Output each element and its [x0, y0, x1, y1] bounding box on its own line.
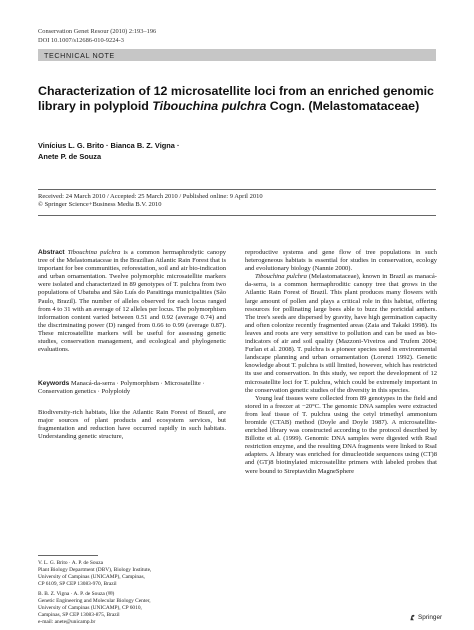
section-label: TECHNICAL NOTE: [44, 51, 115, 60]
article-title: [38, 84, 438, 114]
abstract-species: Tibouchina pulchra: [67, 249, 121, 256]
article-history: Received: 24 March 2010 / Accepted: 25 March 2010 / Published online: 9 April 2010: [38, 193, 263, 200]
publisher-name: Springer: [418, 614, 443, 621]
divider-bottom: [38, 215, 436, 216]
affiliation-2: [38, 591, 151, 626]
title-species: Tibouchina pulchra: [152, 99, 267, 114]
title-part1: Characterization of 12 microsatellite loci from an enriched genomic library in polyploid: [38, 84, 434, 114]
journal-citation: Conservation Genet Resour (2010) 2:193–196: [38, 28, 157, 35]
affiliation-2-line: Genetic Engineering and Molecular Biology Center,: [38, 598, 151, 604]
keywords-text: Manacá-da-serra · Polymorphism · Microsatellite · Conservation genetics · Polyploidy: [38, 380, 205, 396]
affiliation-2-line: University of Campinas (UNICAMP), CP 6010,: [38, 605, 142, 611]
journal-header: [38, 28, 156, 45]
publisher-logo: [409, 614, 442, 621]
affiliation-2-line: Campinas, SP CEP 13083-875, Brazil: [38, 612, 120, 618]
body-paragraph-3: Young leaf tissues were collected from 89 genotypes in the field and stored in a freezer at −20°C. The genomic DNA samples were extracted from leaf tissue of T. pulchra using the cetyl trimethyl ammonium bromide (CTAB) method (Doyle and Doyle 1987). A microsatellite-enriched library was constructed according to the protocol described by Billotte et al. (1999). Genomic DNA samples were digested with RsaI restriction enzyme, and the resulting DNA fragments were linked to RsaI adapters. A library was enriched for dinucleotide sequences using (CT)8 and (GT)8 biotinylated microsatellite primers with labeled probes that were bound to Streptavidin MagneSphere: [245, 394, 437, 475]
article-dates: [38, 193, 436, 210]
intro-paragraph-left: Biodiversity-rich habitats, like the Atlantic Rain Forest of Brazil, are major sources of plant products and ecosystem services, but fragmentation and reduction have occurred rapidly in such habitats. Understanding genetic structure,: [38, 409, 226, 441]
abstract: [38, 249, 226, 354]
keywords-label: Keywords: [38, 380, 70, 387]
abstract-label: Abstract: [38, 249, 65, 256]
authors-line-1: Vinícius L. G. Brito · Bianca B. Z. Vigna ·: [38, 141, 180, 150]
title-part2: Cogn. (Melastomataceae): [266, 99, 420, 114]
springer-horse-icon: [409, 614, 416, 621]
body-paragraph-2: Tibouchina pulchra (Melastomataceae), known in Brazil as manacá-da-serra, is a common hermaphroditic canopy tree that grows in the Atlantic Rain Forest of Brazil. This plant produces many flowers with large amount of pollen and plays a critical role in this habitat, offering resources for pollinating large bees able to buzz the poricidal anthers. The tree's seeds are dispersed by gravity, have high germination capacity and often colonize recently fragmented areas (Zaia and Takaki 1998). Its leaves and roots are very sensitive to pollution and can be used as bio-indicators of air and soil quality (Mazzoni-Viveiros and Trufem 2004; Furlan et al. 2008). T. pulchra is a pioneer species used in environmental landscape planning and urban ornamentation (Lorenzi 1992). Genetic knowledge about T. pulchra is still limited, however, which has restricted its use and conservation. In this study, we report the development of 12 microsatellite loci for T. pulchra, which could be extremely important in the conservation genetic studies of the diversity in this species.: [245, 273, 437, 394]
affiliation-2-names: B. B. Z. Vigna · A. P. de Souza (✉): [38, 591, 115, 597]
body-paragraph-1: reproductive systems and gene flow of tree populations in such heterogeneous habitats is essential for studies in conservation, ecology and evolutionary biology (Nannie 2000).: [245, 249, 437, 273]
copyright-notice: © Springer Science+Business Media B.V. 2010: [38, 201, 162, 209]
authors-line-2: Anete P. de Souza: [38, 152, 102, 161]
body-right-column: [245, 249, 437, 476]
doi-line: DOI 10.1007/s12686-010-9224-3: [38, 36, 124, 44]
divider-top: [38, 189, 436, 190]
affiliation-1: V. L. G. Brito · A. P. de Souza Plant Biology Department (DBV), Biology Institute, University of Campinas (UNICAMP), Campinas, CP 6109, SP CEP 13083-970, Brazil: [38, 560, 152, 587]
author-list: [38, 140, 398, 162]
footnote-rule: [38, 555, 98, 556]
affiliation-1-names: V. L. G. Brito · A. P. de Souza: [38, 560, 104, 566]
section-banner: [38, 49, 436, 61]
keywords: [38, 380, 226, 396]
abstract-text: is a common hermaphrodytic canopy tree of the Melastomataceae in the Brazilian Atlantic Rain Forest that is important for bee communities, reforestation, soil and air bio-indication and urban ornamentation. Twelve polymorphic microsatellite markers were isolated and characterized in 89 genotypes of T. pulchra from two populations of Ubatuba and São Luís do Paraitinga municipalities (São Paulo, Brazil). The number of alleles observed for each locus ranged from 4 to 31 with an average of 12 alleles per locus. The polymorphism information content varied between 0.51 and 0.92 (average 0.74) and the discriminating power (D) ranged from 0.66 to 0.99 (average 0.87). These microsatellite markers will be useful for assessing genetic studies, conservation management, and ecological and phylogenetic evaluations.: [38, 249, 226, 354]
affiliation-2-line: e-mail: anete@unicamp.br: [38, 619, 96, 625]
